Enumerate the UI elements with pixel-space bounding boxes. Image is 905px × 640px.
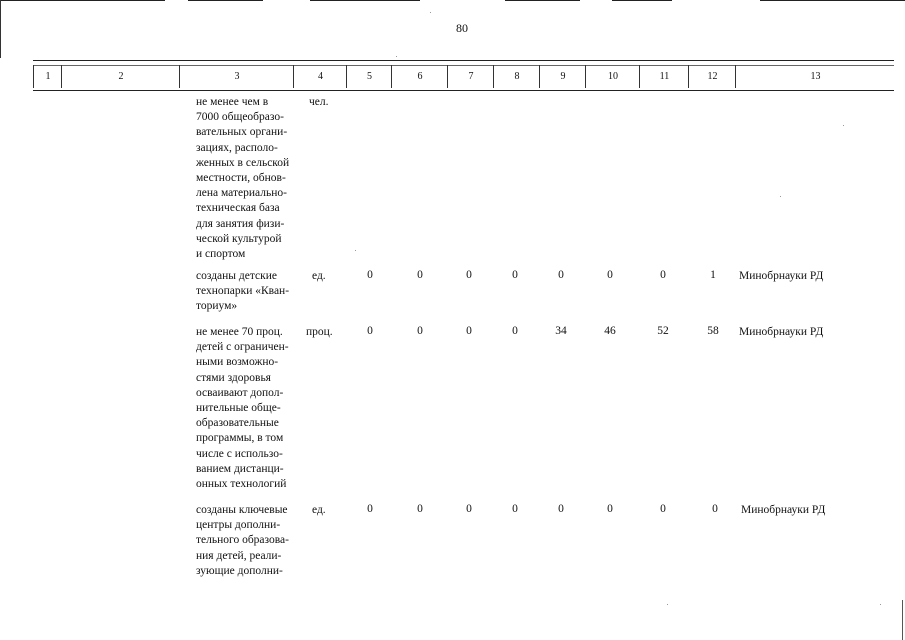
value-cell-col12: 0 (712, 503, 718, 515)
scan-speck (880, 604, 881, 605)
value-cell-col7: 0 (466, 503, 472, 515)
indicator-text (196, 95, 294, 262)
header-col-12: 12 (688, 65, 736, 88)
page-right-edge (902, 600, 903, 640)
header-col-9: 9 (539, 65, 586, 88)
responsible-cell: Минобрнауки РД (739, 326, 824, 338)
value-cell-col10: 0 (607, 503, 613, 515)
value-cell-col9: 34 (555, 325, 567, 337)
text-line: местности, обнов- (196, 172, 286, 185)
value-cell-col6: 0 (417, 325, 423, 337)
header-col-5: 5 (346, 65, 392, 88)
value-cell-col9: 0 (558, 269, 564, 281)
header-col-7: 7 (447, 65, 494, 88)
text-line: женных в сельской (196, 156, 290, 169)
text-line: ческой культурой (196, 232, 282, 245)
indicator-text (196, 503, 294, 579)
value-cell-col12: 1 (710, 269, 716, 281)
text-line: и спортом (196, 248, 246, 261)
text-line: лена материально- (196, 187, 287, 200)
scan-speck (396, 56, 397, 57)
header-col-4: 4 (293, 65, 347, 88)
scan-speck (667, 604, 668, 605)
header-col-6: 6 (391, 65, 448, 88)
unit-cell: ед. (312, 504, 326, 516)
value-cell-col8: 0 (512, 269, 518, 281)
indicator-text (196, 269, 294, 315)
header-col-8: 8 (493, 65, 540, 88)
header-col-3: 3 (179, 65, 294, 88)
text-line: ными возможно- (196, 356, 279, 369)
text-line: не менее чем в (196, 96, 269, 108)
text-line: ния детей, реали- (196, 549, 282, 562)
text-line: осваивают допол- (196, 386, 284, 399)
text-line: стями здоровья (196, 371, 271, 384)
scan-speck (843, 125, 844, 126)
scan-speck (355, 250, 356, 251)
indicator-text (196, 325, 294, 492)
value-cell-col5: 0 (367, 325, 373, 337)
text-line: для занятия физи- (196, 217, 285, 230)
scan-speck (780, 196, 781, 197)
text-line: 7000 общеобразо- (196, 111, 284, 124)
header-col-10: 10 (585, 65, 640, 88)
page-top-edge (0, 0, 905, 2)
text-line: созданы ключевые (196, 504, 288, 516)
value-cell-col8: 0 (512, 503, 518, 515)
text-line: числе с использо- (196, 447, 283, 460)
text-line: не менее 70 проц. (196, 326, 283, 338)
header-col-1: 1 (33, 65, 62, 88)
column-number-header (33, 60, 894, 91)
value-cell-col7: 0 (466, 325, 472, 337)
text-line: ториум» (196, 300, 238, 313)
text-line: образовательные (196, 417, 279, 430)
value-cell-col10: 0 (607, 269, 613, 281)
text-line: онных технологий (196, 478, 287, 491)
page-number: 80 (456, 21, 468, 35)
page-left-edge (0, 0, 1, 58)
header-col-13: 13 (735, 65, 895, 88)
text-line: техническая база (196, 202, 280, 215)
text-line: детей с ограничен- (196, 341, 289, 354)
text-line: ванием дистанци- (196, 462, 284, 475)
value-cell-col9: 0 (558, 503, 564, 515)
unit-cell: проц. (306, 326, 333, 338)
header-col-11: 11 (639, 65, 689, 88)
value-cell-col11: 0 (660, 503, 666, 515)
text-line: вательных органи- (196, 126, 288, 139)
text-line: нительные обще- (196, 402, 281, 415)
value-cell-col6: 0 (417, 503, 423, 515)
responsible-cell: Минобрнауки РД (739, 270, 824, 282)
value-cell-col6: 0 (417, 269, 423, 281)
header-col-2: 2 (61, 65, 180, 88)
value-cell-col5: 0 (367, 503, 373, 515)
text-line: центры дополни- (196, 519, 281, 532)
text-line: зациях, располо- (196, 141, 278, 154)
text-line: зующие дополни- (196, 564, 283, 577)
value-cell-col12: 58 (707, 325, 719, 337)
unit-cell: чел. (309, 96, 329, 108)
text-line: технопарки «Кван- (196, 285, 290, 298)
scan-speck (430, 12, 431, 13)
text-line: программы, в том (196, 432, 284, 445)
responsible-cell: Минобрнауки РД (741, 504, 826, 516)
text-line: тельного образова- (196, 534, 289, 547)
value-cell-col8: 0 (512, 325, 518, 337)
text-line: созданы детские (196, 270, 277, 282)
value-cell-col5: 0 (367, 269, 373, 281)
value-cell-col7: 0 (466, 269, 472, 281)
value-cell-col11: 0 (660, 269, 666, 281)
unit-cell: ед. (312, 270, 326, 282)
value-cell-col10: 46 (604, 325, 616, 337)
value-cell-col11: 52 (657, 325, 669, 337)
